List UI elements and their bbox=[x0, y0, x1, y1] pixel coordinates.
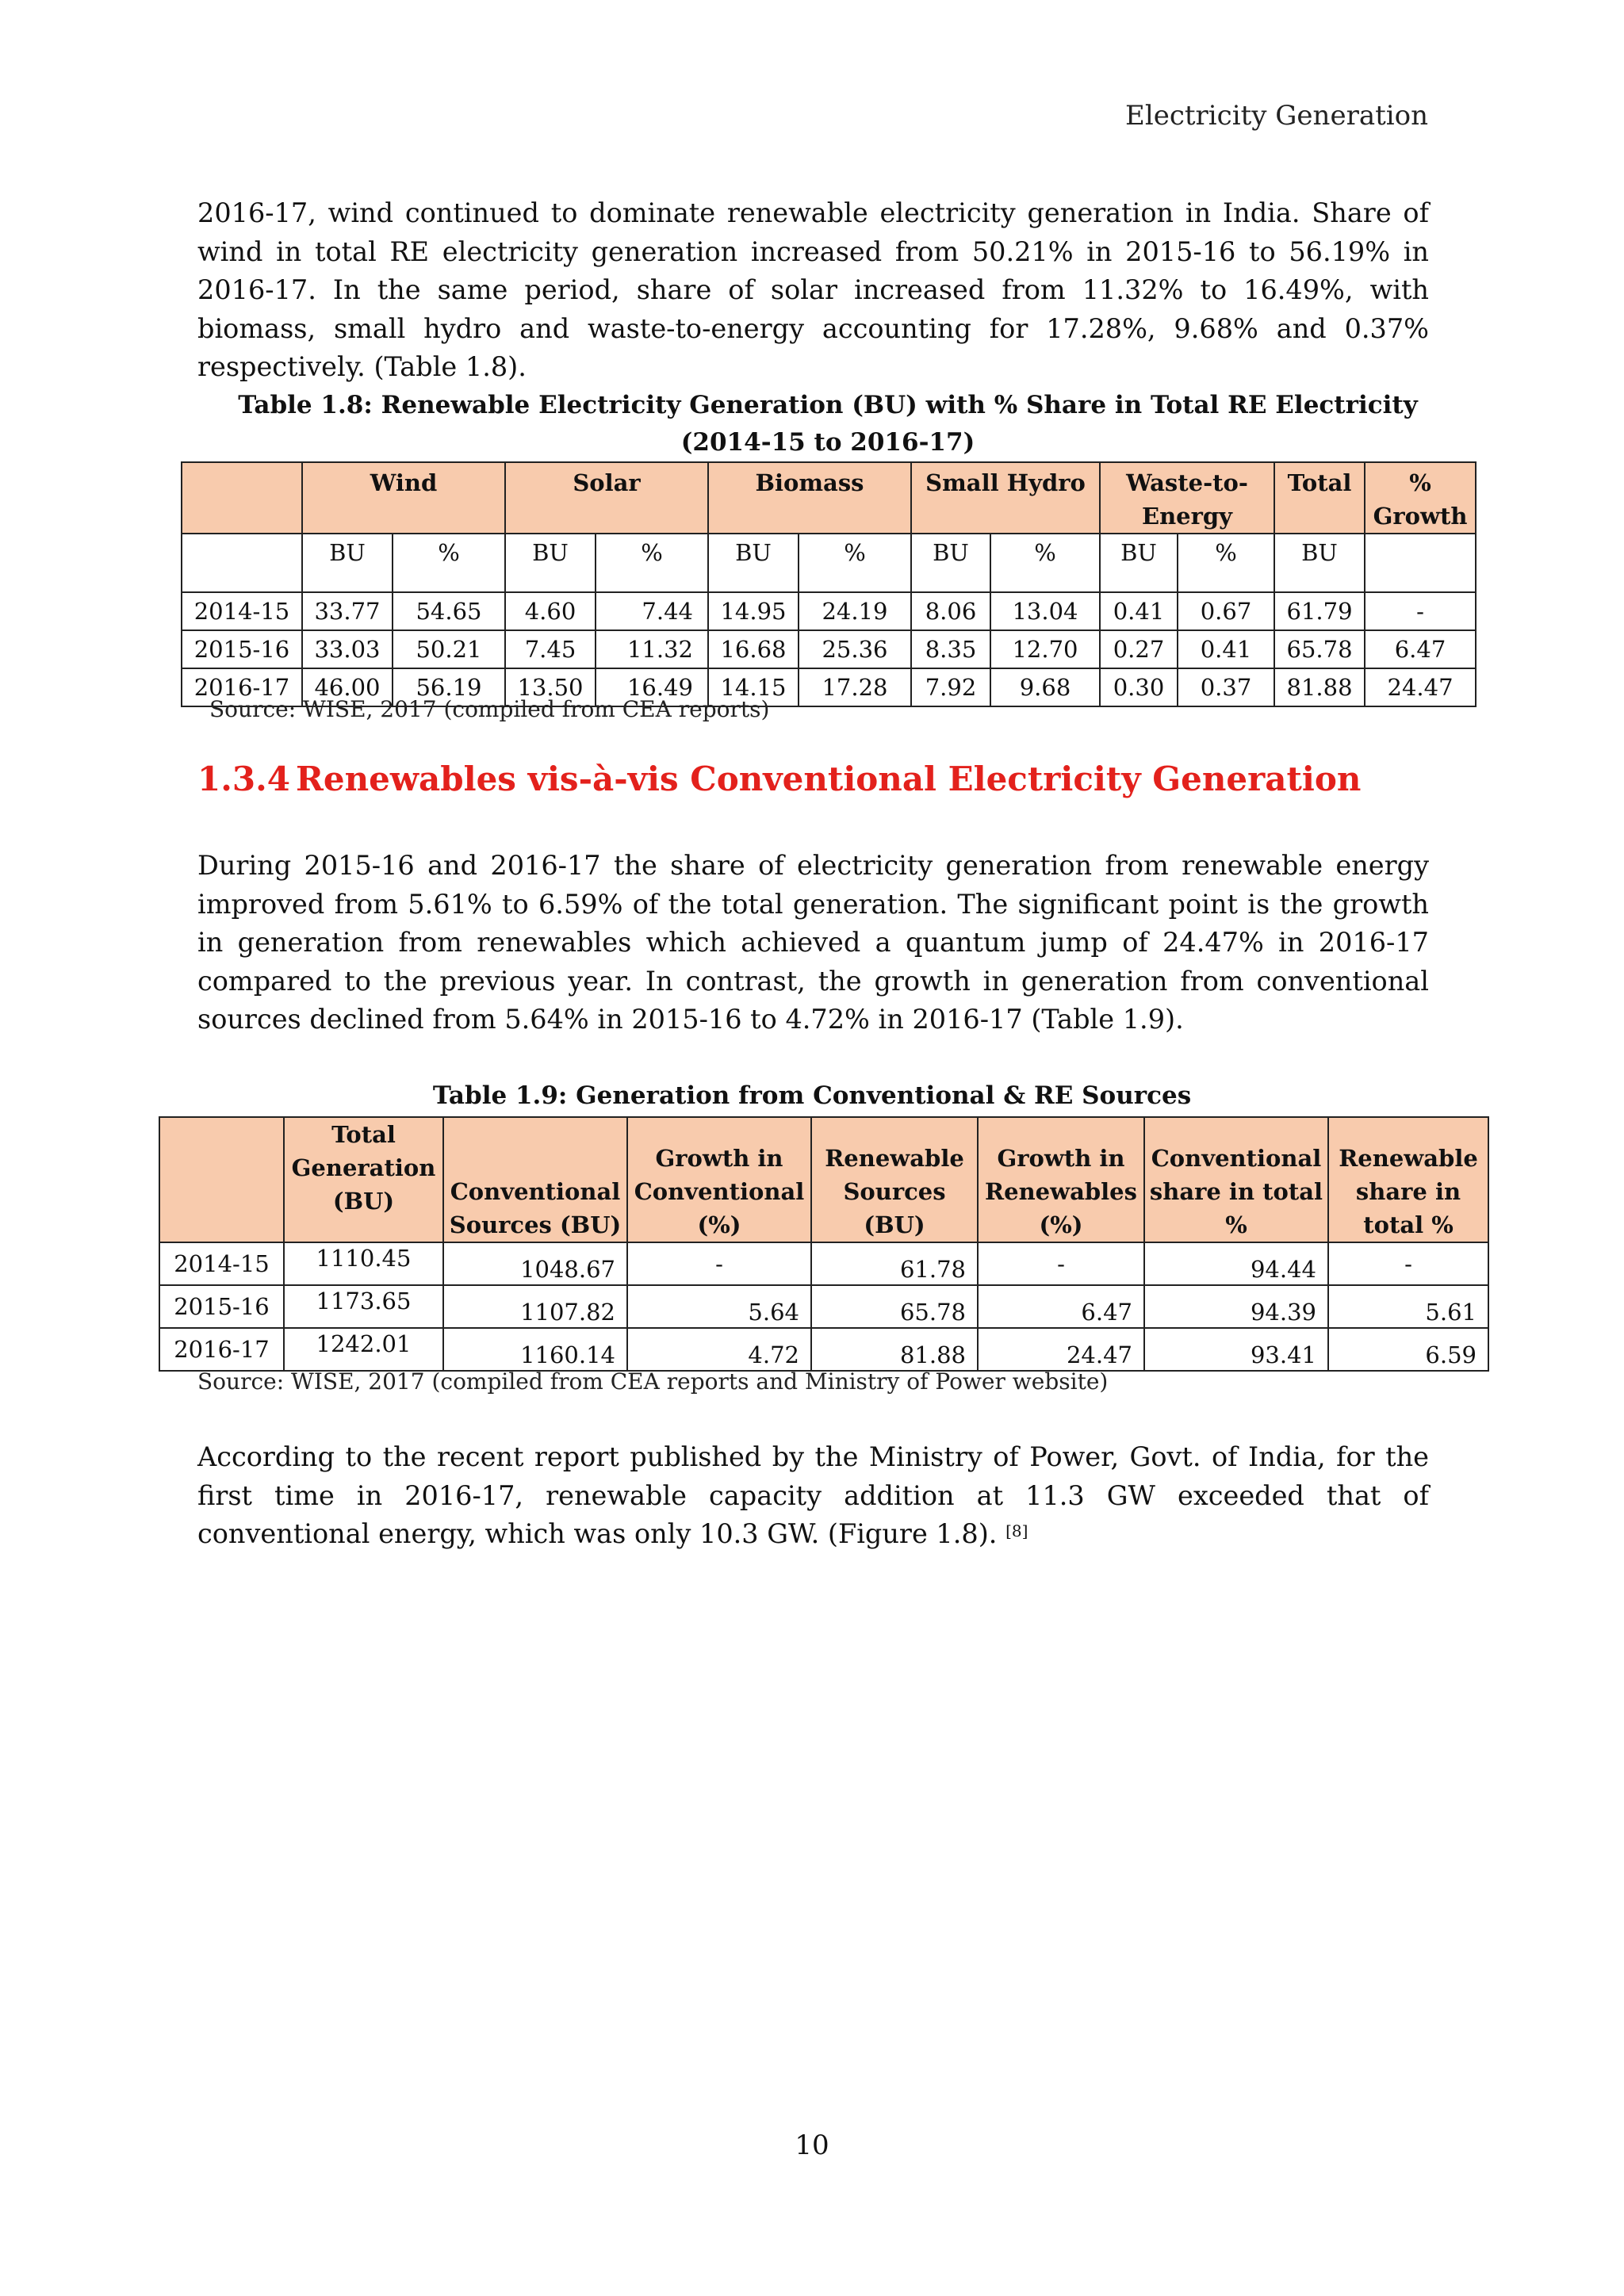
reference-link-8[interactable]: [8] bbox=[1005, 1521, 1028, 1540]
table-cell: 0.67 bbox=[1178, 592, 1274, 630]
table-unit-cell: BU bbox=[1274, 534, 1365, 592]
table-cell: - bbox=[627, 1242, 811, 1285]
table-cell: 33.03 bbox=[302, 630, 393, 668]
table-cell: 1048.67 bbox=[443, 1242, 627, 1285]
table-1-9-column-header: Growth in Renewables (%) bbox=[978, 1117, 1144, 1242]
table-cell: 25.36 bbox=[799, 630, 911, 668]
table-1-8-group-header: Small Hydro bbox=[911, 462, 1100, 534]
table-cell: 24.47 bbox=[1365, 668, 1476, 706]
table-cell: 7.92 bbox=[911, 668, 990, 706]
table-cell: 7.45 bbox=[505, 630, 596, 668]
table-cell: 81.88 bbox=[811, 1328, 978, 1371]
table-cell: - bbox=[1365, 592, 1476, 630]
table-row bbox=[182, 592, 1476, 630]
table-1-8-group-header: Total bbox=[1274, 462, 1365, 534]
table-cell: 0.41 bbox=[1100, 592, 1178, 630]
table-1-8-unit-row bbox=[182, 534, 1476, 592]
table-1-8-group-header: Wind bbox=[302, 462, 505, 534]
section-number: 1.3.4 bbox=[197, 760, 290, 798]
table-1-9 bbox=[159, 1116, 1489, 1372]
table-cell: 0.37 bbox=[1178, 668, 1274, 706]
table-cell: 33.77 bbox=[302, 592, 393, 630]
table-unit-cell: BU bbox=[505, 534, 596, 592]
table-unit-cell: BU bbox=[911, 534, 990, 592]
section-title: Renewables vis-à-vis Conventional Electricity Generation bbox=[296, 760, 1362, 798]
table-cell: 6.47 bbox=[1365, 630, 1476, 668]
table-cell: 1242.01 bbox=[284, 1328, 443, 1371]
table-cell: 0.41 bbox=[1178, 630, 1274, 668]
table-cell: 14.15 bbox=[708, 668, 799, 706]
table-cell: 4.60 bbox=[505, 592, 596, 630]
table-unit-cell: BU bbox=[1100, 534, 1178, 592]
table-cell: - bbox=[978, 1242, 1144, 1285]
table-unit-cell: % bbox=[799, 534, 911, 592]
table-unit-cell: % bbox=[393, 534, 505, 592]
table-cell-year: 2014-15 bbox=[159, 1242, 284, 1285]
table-cell: 17.28 bbox=[799, 668, 911, 706]
table-1-8-caption bbox=[181, 387, 1475, 461]
table-1-8-caption-line2: (2014-15 to 2016-17) bbox=[680, 428, 975, 457]
table-1-8-caption-line1: Table 1.8: Renewable Electricity Generation (BU) with % Share in Total RE Electricity bbox=[238, 391, 1418, 419]
table-cell: 12.70 bbox=[990, 630, 1100, 668]
table-cell: 1110.45 bbox=[284, 1242, 443, 1285]
table-cell: - bbox=[1328, 1242, 1488, 1285]
table-cell: 54.65 bbox=[393, 592, 505, 630]
table-cell: 1107.82 bbox=[443, 1285, 627, 1328]
table-1-9-column-header: Total Generation (BU) bbox=[284, 1117, 443, 1242]
table-cell: 46.00 bbox=[302, 668, 393, 706]
table-cell: 65.78 bbox=[1274, 630, 1365, 668]
table-cell: 13.04 bbox=[990, 592, 1100, 630]
table-cell: 61.78 bbox=[811, 1242, 978, 1285]
table-cell: 9.68 bbox=[990, 668, 1100, 706]
table-cell-year: 2014-15 bbox=[182, 592, 302, 630]
table-1-8-source: Source: WISE, 2017 (compiled from CEA reports) bbox=[209, 696, 770, 722]
table-cell-year: 2015-16 bbox=[182, 630, 302, 668]
table-cell: 1173.65 bbox=[284, 1285, 443, 1328]
table-1-9-corner-cell bbox=[159, 1117, 284, 1242]
table-cell bbox=[1365, 534, 1476, 592]
paragraph-renewable-share: During 2015-16 and 2016-17 the share of electricity generation from renewable energy improved from 5.61% to 6.59% of the total generation. The significant point is the growth in generation from renewables which achieved a quantum jump of 24.47% in 2016-17 compared to the previous year. In contrast, the growth in generation from conventional sources declined from 5.64% in 2015-16 to 4.72% in 2016-17 (Table 1.9). bbox=[197, 850, 1429, 1035]
table-1-8-group-header: Solar bbox=[505, 462, 708, 534]
table-1-9-column-header: Renewable share in total % bbox=[1328, 1117, 1488, 1242]
table-1-9-column-header: Renewable Sources (BU) bbox=[811, 1117, 978, 1242]
table-cell: 24.19 bbox=[799, 592, 911, 630]
table-1-8-group-header: Biomass bbox=[708, 462, 911, 534]
table-cell: 8.35 bbox=[911, 630, 990, 668]
section-heading bbox=[197, 760, 1361, 798]
table-1-9-column-header: Conventional Sources (BU) bbox=[443, 1117, 627, 1242]
paragraph-capacity-addition bbox=[197, 1438, 1429, 1554]
table-cell: 1160.14 bbox=[443, 1328, 627, 1371]
table-cell: 11.32 bbox=[596, 630, 708, 668]
table-unit-cell: % bbox=[596, 534, 708, 592]
table-1-9-source: Source: WISE, 2017 (compiled from CEA reports and Ministry of Power website) bbox=[197, 1368, 1109, 1395]
table-cell: 56.19 bbox=[393, 668, 505, 706]
table-unit-cell: BU bbox=[708, 534, 799, 592]
paragraph-wind-share: 2016-17, wind continued to dominate renewable electricity generation in India. Share of wind in total RE electricity generation increased from 50.21% in 2015-16 to 56.19% in 2016-17. In the same period, share of solar increased from 11.32% to 16.49%, with biomass, small hydro and waste-to-energy accounting for 17.28%, 9.68% and 0.37% respectively. (Table 1.8). bbox=[197, 197, 1429, 382]
table-row bbox=[159, 1328, 1488, 1371]
table-cell: 4.72 bbox=[627, 1328, 811, 1371]
table-cell: 6.47 bbox=[978, 1285, 1144, 1328]
table-1-8 bbox=[181, 461, 1477, 707]
table-cell: 5.61 bbox=[1328, 1285, 1488, 1328]
table-cell: 61.79 bbox=[1274, 592, 1365, 630]
table-cell: 13.50 bbox=[505, 668, 596, 706]
table-cell: 81.88 bbox=[1274, 668, 1365, 706]
table-cell: 93.41 bbox=[1144, 1328, 1328, 1371]
table-1-9-column-header: Conventional share in total % bbox=[1144, 1117, 1328, 1242]
table-cell: 14.95 bbox=[708, 592, 799, 630]
table-cell: 5.64 bbox=[627, 1285, 811, 1328]
table-cell: 16.68 bbox=[708, 630, 799, 668]
table-cell-year: 2016-17 bbox=[182, 668, 302, 706]
table-row bbox=[182, 630, 1476, 668]
table-cell: 8.06 bbox=[911, 592, 990, 630]
table-cell: 0.30 bbox=[1100, 668, 1178, 706]
table-row bbox=[159, 1285, 1488, 1328]
table-1-9-column-header: Growth in Conventional (%) bbox=[627, 1117, 811, 1242]
running-header: Electricity Generation bbox=[1125, 100, 1428, 132]
table-cell: 7.44 bbox=[596, 592, 708, 630]
table-cell: 65.78 bbox=[811, 1285, 978, 1328]
table-cell: 94.39 bbox=[1144, 1285, 1328, 1328]
table-cell: 16.49 bbox=[596, 668, 708, 706]
table-1-8-group-header: Waste-to-Energy bbox=[1100, 462, 1274, 534]
table-cell-year: 2015-16 bbox=[159, 1285, 284, 1328]
table-cell: 24.47 bbox=[978, 1328, 1144, 1371]
table-cell bbox=[182, 534, 302, 592]
table-unit-cell: % bbox=[1178, 534, 1274, 592]
table-1-8-group-header-row bbox=[182, 462, 1476, 534]
table-cell-year: 2016-17 bbox=[159, 1328, 284, 1371]
table-1-9-header-row bbox=[159, 1117, 1488, 1242]
table-1-8-corner-cell bbox=[182, 462, 302, 534]
table-unit-cell: BU bbox=[302, 534, 393, 592]
table-1-8-group-header: % Growth bbox=[1365, 462, 1476, 534]
table-row bbox=[159, 1242, 1488, 1285]
table-cell: 94.44 bbox=[1144, 1242, 1328, 1285]
table-cell: 50.21 bbox=[393, 630, 505, 668]
page-number: 10 bbox=[795, 2130, 829, 2161]
table-unit-cell: % bbox=[990, 534, 1100, 592]
table-cell: 6.59 bbox=[1328, 1328, 1488, 1371]
table-1-9-caption: Table 1.9: Generation from Conventional & RE Sources bbox=[432, 1081, 1192, 1110]
table-cell: 0.27 bbox=[1100, 630, 1178, 668]
paragraph-capacity-addition-text: According to the recent report published by the Ministry of Power, Govt. of India, for the first time in 2016-17, renewable capacity addition at 11.3 GW exceeded that of conventional energy, which was only 10.3 GW. (Figure 1.8). bbox=[197, 1441, 1429, 1549]
